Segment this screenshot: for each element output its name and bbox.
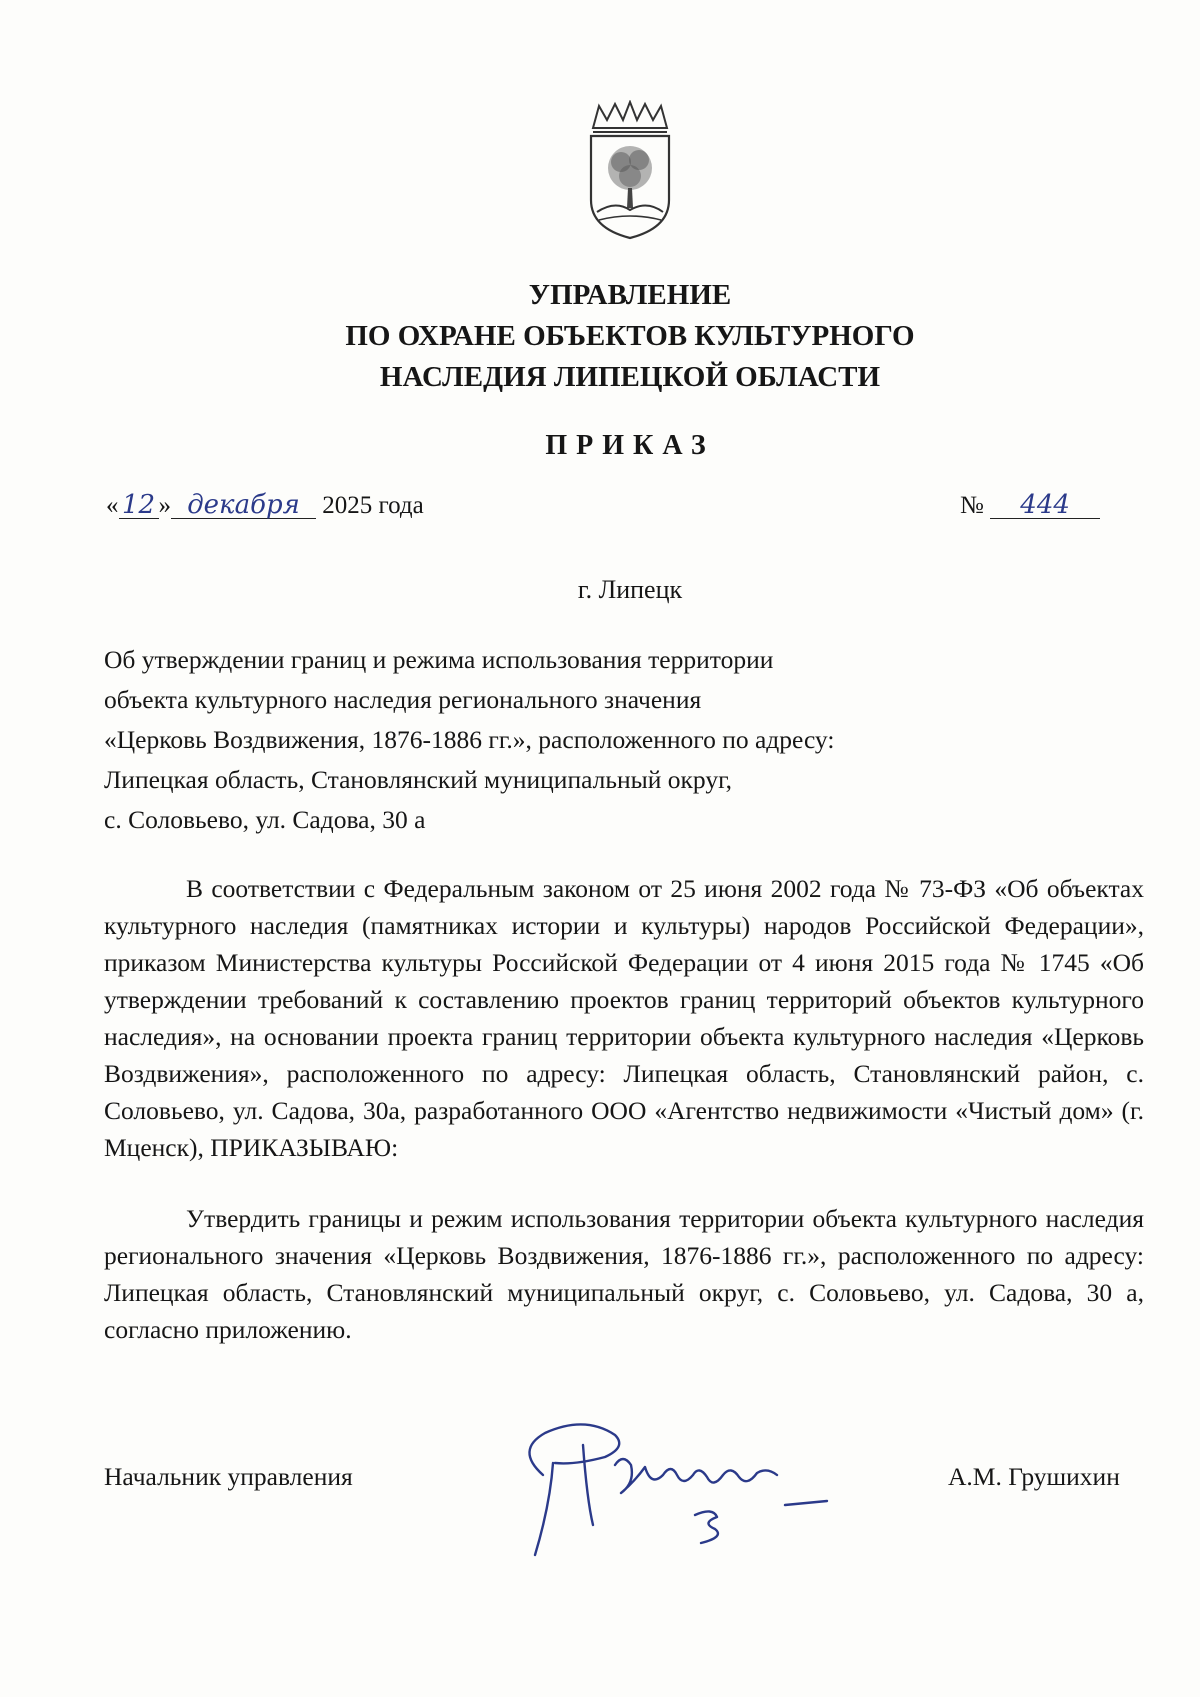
date-close-quote: » — [158, 492, 171, 519]
date-day: 12 — [119, 492, 159, 519]
org-line-2: ПО ОХРАНЕ ОБЪЕКТОВ КУЛЬТУРНОГО — [345, 320, 915, 352]
signer-title: Начальник управления — [104, 1462, 353, 1491]
date-open-quote: « — [106, 492, 119, 519]
body-paragraph-2: Утвердить границы и режим использования территории объекта культурного наследия регионального значения «Церковь Воздвижения, 1876-1886 гг.», расположенного по адресу: Липецкая область, Становлянский муниципальный округ, с. Соловьево, ул. Садова, 30 а, согласно приложению. — [104, 1204, 1144, 1344]
date-year: 2025 года — [322, 492, 424, 519]
order-city: г. Липецк — [577, 575, 683, 604]
order-date — [106, 492, 424, 520]
body-paragraph-1: В соответствии с Федеральным законом от 25 июня 2002 года № 73-ФЗ «Об объектах культурного наследия (памятниках истории и культуры) народов Российской Федерации», приказом Министерства культуры Российской Федерации от 4 июня 2015 года № 1745 «Об утверждении требований к составлению проектов границ территорий объектов культурного наследия», на основании проекта границ территории объекта культурного наследия «Церковь Воздвижения», расположенного по адресу: Липецкая область, Становлянский район, с. Соловьево, ул. Садова, 30а, разработанного ООО «Агентство недвижимости «Чистый дом» (г. Мценск), ПРИКАЗЫВАЮ: — [104, 874, 1144, 1162]
subject-line-1: Об утверждении границ и режима использования территории — [104, 645, 774, 674]
subject-line-3: «Церковь Воздвижения, 1876-1886 гг.», расположенного по адресу: — [104, 725, 835, 754]
coat-of-arms-icon — [585, 100, 675, 240]
order-title: ПРИКАЗ — [545, 430, 715, 461]
handwritten-signature — [495, 1405, 915, 1585]
order-subject — [104, 640, 1004, 840]
org-line-1: УПРАВЛЕНИЕ — [528, 279, 732, 311]
signer-name: А.М. Грушихин — [948, 1462, 1120, 1491]
subject-line-2: объекта культурного наследия регионального значения — [104, 685, 702, 714]
number-value: 444 — [990, 492, 1100, 519]
subject-line-5: с. Соловьево, ул. Садова, 30 а — [104, 805, 426, 834]
date-month: декабря — [171, 492, 316, 519]
subject-line-4: Липецкая область, Становлянский муниципальный округ, — [104, 765, 733, 794]
order-number — [960, 492, 1100, 520]
org-line-3: НАСЛЕДИЯ ЛИПЕЦКОЙ ОБЛАСТИ — [379, 361, 881, 393]
organization-name — [0, 275, 1200, 398]
number-label: № — [960, 492, 984, 519]
